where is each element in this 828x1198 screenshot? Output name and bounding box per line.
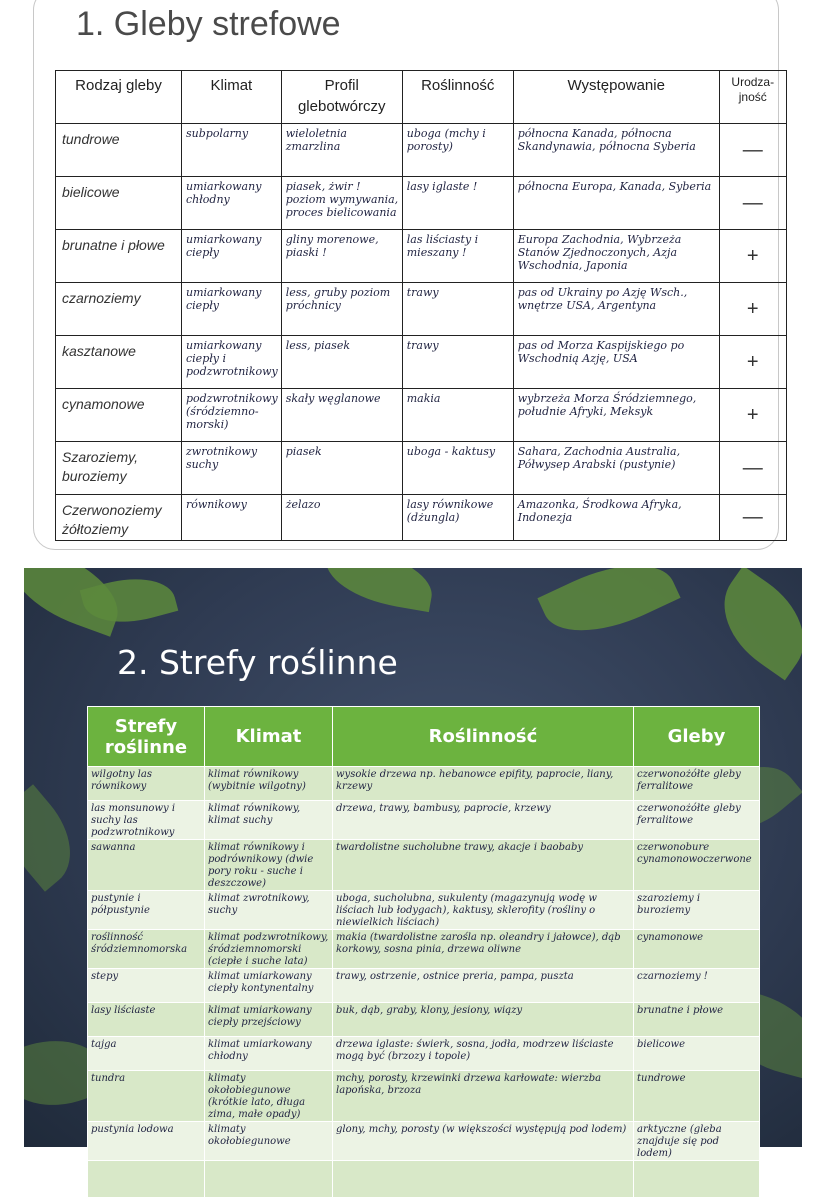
empty-cell (333, 1161, 634, 1198)
header-zone: Strefy roślinne (88, 707, 205, 767)
soil-vegetation: las liściasty i mieszany ! (402, 230, 513, 283)
header-fertility: Urodza-jność (719, 71, 786, 124)
zone-climate: klimat podzwrotnikowy, śródziemnomorski (ciepłe i suche lata) (205, 930, 333, 969)
soil-profile: piasek (281, 442, 402, 495)
soil-profile: skały węglanowe (281, 389, 402, 442)
table-row (88, 1037, 760, 1071)
soil-name: Szaroziemy, buroziemy (56, 442, 182, 495)
zone-climate: klimat zwrotnikowy, suchy (205, 891, 333, 930)
zone-vegetation: buk, dąb, graby, klony, jesiony, wiązy (333, 1003, 634, 1037)
table-row (88, 1122, 760, 1161)
soil-fertility: + (719, 283, 786, 336)
zone-soils: tundrowe (634, 1071, 760, 1122)
zone-climate: klimat umiarkowany ciepły kontynentalny (205, 969, 333, 1003)
soil-occurrence: Amazonka, Środkowa Afryka, Indonezja (513, 495, 719, 541)
zone-name: pustynia lodowa (88, 1122, 205, 1161)
table-row (56, 124, 787, 177)
table-row (56, 442, 787, 495)
zone-soils: czerwonożółte gleby ferralitowe (634, 767, 760, 801)
soil-profile: żelazo (281, 495, 402, 541)
soil-fertility: + (719, 389, 786, 442)
zone-climate: klimaty okołobiegunowe (krótkie lato, długa zima, małe opady) (205, 1071, 333, 1122)
soil-profile: wieloletnia zmarzlina (281, 124, 402, 177)
soil-occurrence: północna Kanada, północna Skandynawia, północna Syberia (513, 124, 719, 177)
zone-soils: czerwonożółte gleby ferralitowe (634, 801, 760, 840)
soil-profile: gliny morenowe, piaski ! (281, 230, 402, 283)
table-row (56, 177, 787, 230)
soil-fertility: — (719, 495, 786, 541)
empty-cell (88, 1161, 205, 1198)
soil-fertility: — (719, 442, 786, 495)
zone-soils: brunatne i płowe (634, 1003, 760, 1037)
soil-fertility: + (719, 336, 786, 389)
vegetation-table-header (88, 707, 760, 767)
header-climate: Klimat (205, 707, 333, 767)
soil-climate: równikowy (182, 495, 282, 541)
zone-climate: klimat równikowy (wybitnie wilgotny) (205, 767, 333, 801)
soil-climate: umiarkowany ciepły i podzwrotnikowy (182, 336, 282, 389)
table-row (56, 389, 787, 442)
zone-vegetation: glony, mchy, porosty (w większości występują pod lodem) (333, 1122, 634, 1161)
empty-cell (205, 1161, 333, 1198)
soil-climate: umiarkowany chłodny (182, 177, 282, 230)
zone-vegetation: drzewa, trawy, bambusy, paprocie, krzewy (333, 801, 634, 840)
zone-climate: klimat umiarkowany ciepły przejściowy (205, 1003, 333, 1037)
soil-table (55, 70, 787, 541)
table-row (88, 840, 760, 891)
zone-name: las monsunowy i suchy las podzwrotnikowy (88, 801, 205, 840)
zone-vegetation: trawy, ostrzenie, ostnice preria, pampa, puszta (333, 969, 634, 1003)
table-row (56, 230, 787, 283)
soil-name: tundrowe (56, 124, 182, 177)
header-occurrence: Występowanie (513, 71, 719, 124)
zone-climate: klimat równikowy, klimat suchy (205, 801, 333, 840)
header-vegetation: Roślinność (402, 71, 513, 124)
soil-name: Czerwonoziemy żółtoziemy (56, 495, 182, 541)
zone-soils: szaroziemy i buroziemy (634, 891, 760, 930)
soil-fertility: — (719, 124, 786, 177)
zone-climate: klimat umiarkowany chłodny (205, 1037, 333, 1071)
soil-vegetation: makia (402, 389, 513, 442)
table-row (88, 891, 760, 930)
zone-soils: czerwonobure cynamonowoczerwone (634, 840, 760, 891)
vegetation-table (87, 706, 760, 1198)
table-row (56, 336, 787, 389)
soil-vegetation: uboga (mchy i porosty) (402, 124, 513, 177)
zone-vegetation: wysokie drzewa np. hebanowce epifity, paprocie, liany, krzewy (333, 767, 634, 801)
header-soils: Gleby (634, 707, 760, 767)
zone-soils: arktyczne (gleba znajduje się pod lodem) (634, 1122, 760, 1161)
soil-name: kasztanowe (56, 336, 182, 389)
empty-cell (634, 1161, 760, 1198)
table-row (56, 495, 787, 541)
vegetation-section-title: 2. Strefy roślinne (117, 643, 398, 682)
soil-occurrence: pas od Ukrainy po Azję Wsch., wnętrze USA, Argentyna (513, 283, 719, 336)
zone-climate: klimaty okołobiegunowe (205, 1122, 333, 1161)
header-soil-type: Rodzaj gleby (56, 71, 182, 124)
soil-profile: less, piasek (281, 336, 402, 389)
table-row (88, 801, 760, 840)
zone-vegetation: twardolistne sucholubne trawy, akacje i baobaby (333, 840, 634, 891)
table-row (56, 283, 787, 336)
zone-name: lasy liściaste (88, 1003, 205, 1037)
soil-vegetation: lasy iglaste ! (402, 177, 513, 230)
soil-fertility: — (719, 177, 786, 230)
soil-occurrence: pas od Morza Kaspijskiego po Wschodnią Azję, USA (513, 336, 719, 389)
soil-occurrence: wybrzeża Morza Śródziemnego, południe Afryki, Meksyk (513, 389, 719, 442)
zone-vegetation: drzewa iglaste: świerk, sosna, jodła, modrzew liściaste mogą być (brzozy i topole) (333, 1037, 634, 1071)
soil-climate: podzwrotnikowy (śródziemno-morski) (182, 389, 282, 442)
zone-soils: bielicowe (634, 1037, 760, 1071)
soil-vegetation: trawy (402, 283, 513, 336)
soil-vegetation: uboga - kaktusy (402, 442, 513, 495)
leaf-decoration (703, 568, 802, 680)
soil-profile: piasek, żwir ! poziom wymywania, proces bielicowania (281, 177, 402, 230)
zone-name: sawanna (88, 840, 205, 891)
zone-climate: klimat równikowy i podrównikowy (dwie pory roku - suche i deszczowe) (205, 840, 333, 891)
soil-name: bielicowe (56, 177, 182, 230)
soil-climate: umiarkowany ciepły (182, 283, 282, 336)
zone-name: pustynie i półpustynie (88, 891, 205, 930)
leaf-decoration (320, 568, 437, 612)
soil-fertility: + (719, 230, 786, 283)
zone-name: wilgotny las równikowy (88, 767, 205, 801)
header-climate: Klimat (182, 71, 282, 124)
zone-vegetation: makia (twardolistne zarośla np. oleandry i jałowce), dąb korkowy, sosna pinia, drzewa oliwne (333, 930, 634, 969)
soil-name: cynamonowe (56, 389, 182, 442)
soil-occurrence: Sahara, Zachodnia Australia, Półwysep Arabski (pustynie) (513, 442, 719, 495)
soil-name: brunatne i płowe (56, 230, 182, 283)
zone-soils: czarnoziemy ! (634, 969, 760, 1003)
leaf-decoration (537, 568, 680, 653)
table-row (88, 1161, 760, 1198)
zone-name: tajga (88, 1037, 205, 1071)
soil-occurrence: północna Europa, Kanada, Syberia (513, 177, 719, 230)
table-row (88, 1071, 760, 1122)
soil-climate: zwrotnikowy suchy (182, 442, 282, 495)
soil-occurrence: Europa Zachodnia, Wybrzeża Stanów Zjednoczonych, Azja Wschodnia, Japonia (513, 230, 719, 283)
zone-vegetation: uboga, sucholubna, sukulenty (magazynują wodę w liściach lub łodygach), kaktusy, sklerofity (rośliny o niewielkich liściach) (333, 891, 634, 930)
zone-vegetation: mchy, porosty, krzewinki drzewa karłowate: wierzba lapońska, brzoza (333, 1071, 634, 1122)
table-row (88, 969, 760, 1003)
table-row (88, 1003, 760, 1037)
soil-table-header (56, 71, 787, 124)
header-profile: Profil glebotwórczy (281, 71, 402, 124)
soil-profile: less, gruby poziom próchnicy (281, 283, 402, 336)
table-row (88, 767, 760, 801)
table-row (88, 930, 760, 969)
soil-name: czarnoziemy (56, 283, 182, 336)
zone-name: stepy (88, 969, 205, 1003)
zone-name: roślinność śródziemnomorska (88, 930, 205, 969)
zone-soils: cynamonowe (634, 930, 760, 969)
leaf-decoration (24, 784, 91, 892)
soil-section-title: 1. Gleby strefowe (76, 5, 341, 43)
soil-climate: umiarkowany ciepły (182, 230, 282, 283)
zone-name: tundra (88, 1071, 205, 1122)
soil-climate: subpolarny (182, 124, 282, 177)
soil-vegetation: lasy równikowe (dżungla) (402, 495, 513, 541)
soil-vegetation: trawy (402, 336, 513, 389)
header-vegetation: Roślinność (333, 707, 634, 767)
